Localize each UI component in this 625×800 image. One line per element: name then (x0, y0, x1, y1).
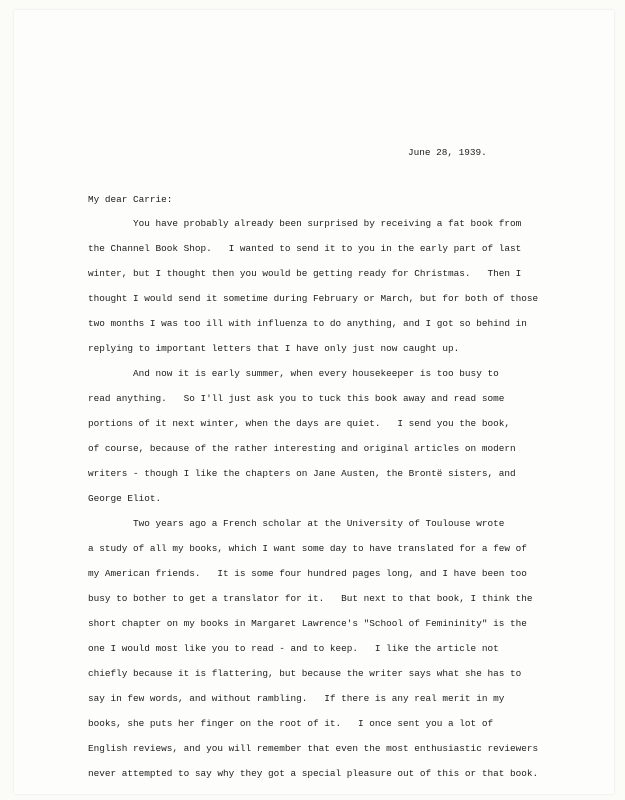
body-line-05: two months I was too ill with influenza to do anything, and I got so behind in (88, 318, 527, 329)
body-line-04: thought I would send it sometime during February or March, but for both of those (88, 293, 539, 304)
body-line-21: books, she puts her finger on the root of it. I once sent you a lot of (88, 718, 494, 729)
body-line-13: Two years ago a French scholar at the University of Toulouse wrote (88, 518, 505, 529)
body-line-09: portions of it next winter, when the days are quiet. I send you the book, (88, 418, 510, 429)
body-line-11: writers - though I like the chapters on Jane Austen, the Brontë sisters, and (88, 468, 516, 479)
letter-date: June 28, 1939. (408, 147, 487, 158)
body-line-01: You have probably already been surprised by receiving a fat book from (88, 218, 522, 229)
body-line-10: of course, because of the rather interesting and original articles on modern (88, 443, 516, 454)
body-line-20: say in few words, and without rambling. If there is any real merit in my (88, 693, 505, 704)
body-line-16: busy to bother to get a translator for it. But next to that book, I think the (88, 593, 533, 604)
letter-salutation: My dear Carrie: (88, 194, 173, 205)
body-line-14: a study of all my books, which I want some day to have translated for a few of (88, 543, 527, 554)
body-line-22: English reviews, and you will remember that even the most enthusiastic reviewers (88, 743, 539, 754)
body-line-03: winter, but I thought then you would be getting ready for Christmas. Then I (88, 268, 522, 279)
body-line-23: never attempted to say why they got a special pleasure out of this or that book. (88, 768, 539, 779)
body-line-19: chiefly because it is flattering, but because the writer says what she has to (88, 668, 522, 679)
body-line-07: And now it is early summer, when every housekeeper is too busy to (88, 368, 499, 379)
body-line-08: read anything. So I'll just ask you to tuck this book away and read some (88, 393, 505, 404)
body-line-18: one I would most like you to read - and to keep. I like the article not (88, 643, 499, 654)
body-line-06: replying to important letters that I have only just now caught up. (88, 343, 460, 354)
body-line-15: my American friends. It is some four hundred pages long, and I have been too (88, 568, 527, 579)
body-line-12: George Eliot. (88, 493, 162, 504)
body-line-02: the Channel Book Shop. I wanted to send it to you in the early part of last (88, 243, 522, 254)
body-line-17: short chapter on my books in Margaret Lawrence's "School of Femininity" is the (88, 618, 527, 629)
